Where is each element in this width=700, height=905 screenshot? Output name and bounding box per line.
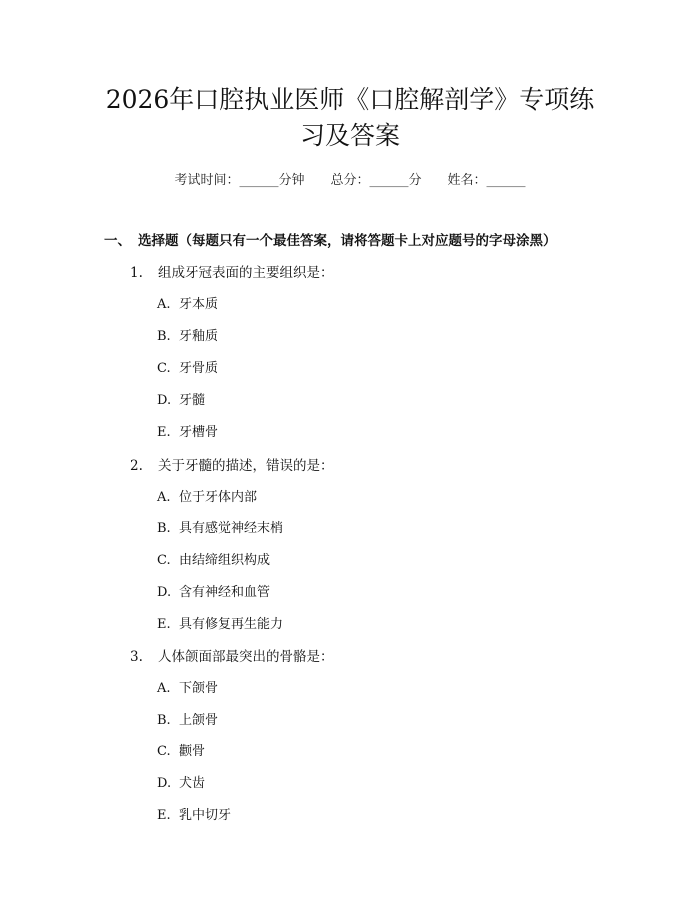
option-3c	[157, 740, 205, 759]
question-2	[130, 454, 334, 474]
option-1e	[157, 421, 218, 440]
option-3e	[157, 804, 231, 823]
option-2b	[157, 517, 283, 536]
option-letter: D.	[157, 585, 172, 600]
question-1	[130, 261, 334, 281]
question-text: 组成牙冠表面的主要组织是：	[158, 265, 334, 281]
option-letter: B.	[157, 521, 171, 536]
option-letter: C.	[157, 361, 171, 376]
total-score-field: 总分：______分	[330, 173, 422, 188]
option-3d	[157, 772, 205, 791]
option-letter: B.	[157, 329, 171, 344]
document-title-line-1: 2026年口腔执业医师《口腔解剖学》专项练	[105, 85, 595, 114]
section-heading	[104, 229, 557, 249]
option-text: 牙本质	[179, 297, 219, 312]
option-text: 牙釉质	[179, 329, 219, 344]
question-number: 3.	[130, 649, 143, 665]
option-text: 由结缔组织构成	[179, 553, 271, 568]
option-text: 具有感觉神经末梢	[179, 521, 284, 536]
option-2e	[157, 613, 283, 632]
question-text: 人体颌面部最突出的骨骼是：	[158, 649, 334, 665]
option-text: 上颌骨	[179, 713, 219, 728]
option-letter: E.	[157, 808, 171, 823]
option-letter: C.	[157, 744, 171, 759]
option-letter: D.	[157, 776, 172, 791]
section-number: 一、	[104, 233, 131, 249]
option-letter: D.	[157, 393, 172, 408]
question-number: 2.	[130, 458, 143, 474]
option-text: 牙槽骨	[179, 425, 219, 440]
option-1d	[157, 389, 205, 408]
document-title-line-2: 习及答案	[299, 121, 400, 150]
name-field: 姓名：______	[447, 173, 526, 188]
option-1c	[157, 357, 218, 376]
option-letter: E.	[157, 617, 171, 632]
exam-meta-line	[0, 169, 700, 188]
option-text: 颧骨	[179, 744, 206, 759]
question-text: 关于牙髓的描述，错误的是：	[158, 458, 334, 474]
option-3b	[157, 709, 218, 728]
option-text: 下颌骨	[179, 681, 219, 696]
option-text: 位于牙体内部	[179, 490, 258, 505]
option-2c	[157, 549, 270, 568]
option-2d	[157, 581, 270, 600]
section-title: 选择题（每题只有一个最佳答案，请将答题卡上对应题号的字母涂黑）	[138, 233, 557, 249]
option-1b	[157, 325, 218, 344]
option-letter: C.	[157, 553, 171, 568]
option-text: 含有神经和血管	[179, 585, 271, 600]
option-letter: A.	[157, 490, 171, 505]
option-text: 牙骨质	[179, 361, 219, 376]
option-text: 牙髓	[179, 393, 206, 408]
option-letter: B.	[157, 713, 171, 728]
question-number: 1.	[130, 265, 143, 281]
option-text: 乳中切牙	[179, 808, 232, 823]
option-text: 犬齿	[179, 776, 206, 791]
option-1a	[157, 293, 218, 312]
exam-time-field: 考试时间：______分钟	[174, 173, 305, 188]
option-3a	[157, 677, 218, 696]
option-letter: A.	[157, 297, 171, 312]
question-3	[130, 645, 334, 665]
option-2a	[157, 486, 257, 505]
option-text: 具有修复再生能力	[179, 617, 284, 632]
option-letter: A.	[157, 681, 171, 696]
option-letter: E.	[157, 425, 171, 440]
